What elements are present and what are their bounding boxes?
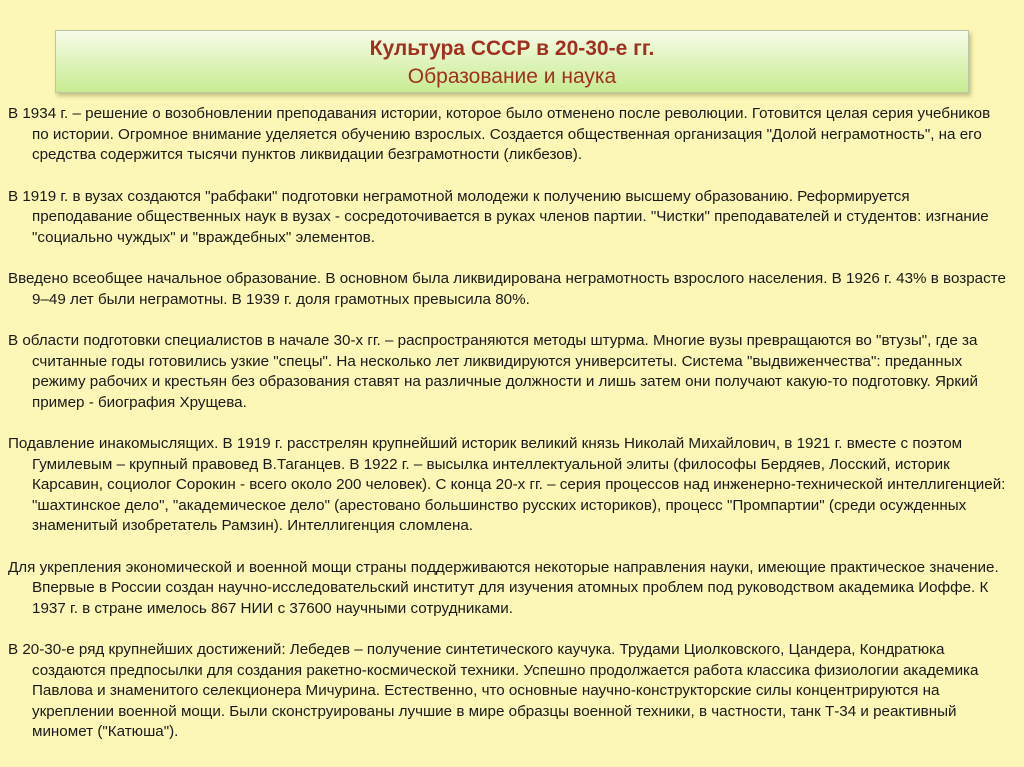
title-box <box>55 30 969 93</box>
paragraph-primary-education: Введено всеобщее начальное образование. В основном была ликвидирована неграмотность взрослого населения. В 1926 г. 43% в возрасте 9–49 лет были неграмотны. В 1939 г. доля грамотных превысила 80%. <box>8 270 1006 308</box>
paragraph-achievements: В 20-30-е ряд крупнейших достижений: Лебедев – получение синтетического каучука. Трудами Циолковского, Цандера, Кондратюка создаются предпосылки для создания ракетно-космической техники. Успешно продолжается работа классика физиологии академика Павлова и знаменитого селекционера Мичурина. Естественно, что основные научно-конструкторские силы концентрируются на укреплении военной мощи. Были сконструированы лучшие в мире образцы военной техники, в частности, танк Т-34 и реактивный миномет ("Катюша"). <box>8 641 979 740</box>
paragraph-rabfaks: В 1919 г. в вузах создаются "рабфаки" подготовки неграмотной молодежи к получению высшему образованию. Реформируется преподавание общественных наук в вузах - сосредоточивается в руках членов партии. "Чистки" преподавателей и студентов: изгнание "социально чуждых" и "враждебных" элементов. <box>8 187 989 246</box>
paragraph-specialists-training: В области подготовки специалистов в начале 30-х гг. – распространяются методы штурма. Многие вузы превращаются во "втузы", где за считанные годы готовились узкие "спецы". На несколько лет ликвидируются университеты. Система "выдвиженчества": преданных режиму рабочих и крестьян без образования ставят на различные должности и лишь затем они получают какую-то подготовку. Яркий пример - биография Хрущева. <box>8 332 978 411</box>
paragraph-history-teaching: В 1934 г. – решение о возобновлении преподавания истории, которое было отменено после революции. Готовится целая серия учебников по истории. Огромное внимание уделяется обучению взрослых. Создается общественная организация "Долой неграмотность", на его средства содержится тысячи пунктов ликвидации безграмотности (ликбезов). <box>8 105 991 163</box>
slide-content <box>8 104 1008 764</box>
slide-subtitle: Образование и наука <box>407 65 617 88</box>
paragraph-science-support: Для укрепления экономической и военной мощи страны поддерживаются некоторые направления науки, имеющие практическое значение. Впервые в России создан научно-исследовательский институт для изучения атомных проблем под руководством академика Иоффе. К 1937 г. в стране имелось 867 НИИ с 37600 научными сотрудниками. <box>8 558 999 617</box>
paragraph-suppression-dissent: Подавление инакомыслящих. В 1919 г. расстрелян крупнейший историк великий князь Николай Михайлович, в 1921 г. вместе с поэтом Гумилевым – крупный правовед В.Таганцев. В 1922 г. – высылка интеллектуальной элиты (философы Бердяев, Лосский, историк Карсавин, социолог Сорокин - всего около 200 человек). С конца 20-х гг. – серия процессов над инженерно-технической интеллигенцией: "шахтинское дело", "академическое дело" (арестовано большинство русских историков), процесс "Промпартии" (среди осужденных знаменитый изобретатель Рамзин). Интеллигенция сломлена. <box>8 435 1006 534</box>
slide-title: Культура СССР в 20-30-е гг. <box>369 37 655 60</box>
